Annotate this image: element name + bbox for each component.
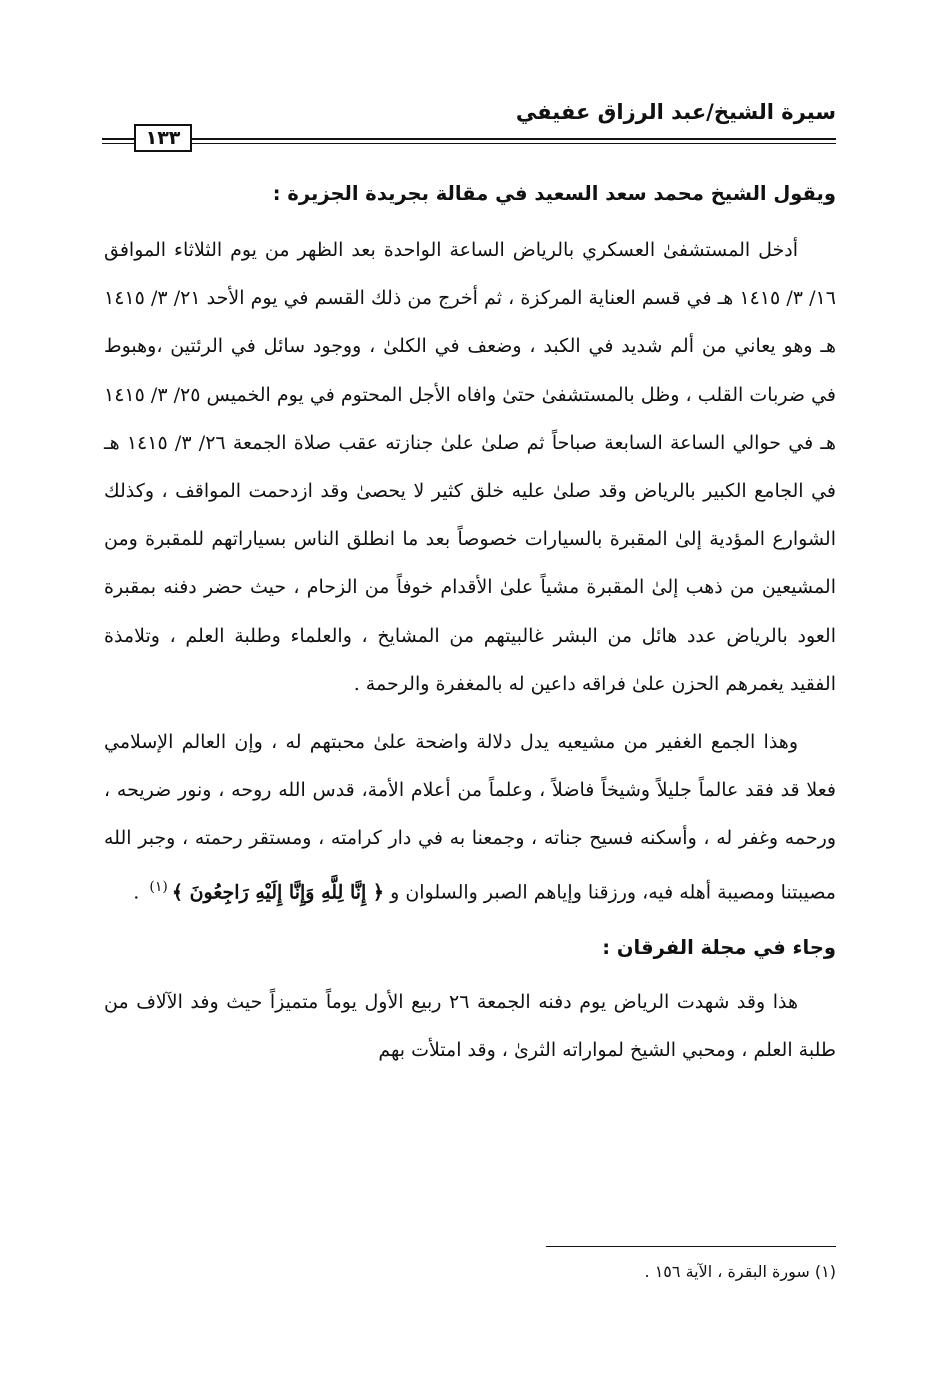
paragraph-end-mark: . — [133, 880, 140, 903]
page-body — [104, 168, 836, 1075]
running-header-title: سيرة الشيخ/عبد الرزاق عفيفي — [515, 100, 836, 124]
section-heading-furqan: وجاء في مجلة الفرقان : — [602, 936, 836, 960]
footnote-separator — [546, 1246, 836, 1247]
paragraph-hospital-account: أدخل المستشفىٰ العسكري بالرياض الساعة الواحدة بعد الظهر من يوم الثلاثاء الموافق ١٦/ ٣/ ١٤١٥ هـ في قسم العناية المركزة ، ثم أخرج من ذلك القسم في يوم الأحد ٢١/ ٣/ ١٤١٥ هـ وهو يعاني من ألم شديد في الكبد ، وضعف في الكلىٰ ، ووجود سائل في الرئتين ،وهبوط في ضربات القلب ، وظل بالمستشفىٰ حتىٰ وافاه الأجل المحتوم في يوم الخميس ٢٥/ ٣/ ١٤١٥ هـ في حوالي الساعة السابعة صباحاً ثم صلىٰ علىٰ جنازته عقب صلاة الجمعة ٢٦/ ٣/ ١٤١٥ هـ في الجامع الكبير بالرياض وقد صلىٰ عليه خلق كثير لا يحصىٰ وقد ازدحمت المواقف ، وكذلك الشوارع المؤدية إلىٰ المقبرة بالسيارات خصوصاً بعد ما انطلق الناس بسياراتهم للمقبرة ومن المشيعين من ذهب إلىٰ المقبرة مشياً علىٰ الأقدام خوفاً من الزحام ، حيث حضر دفنه بمقبرة العود بالرياض عدد هائل من البشر غالبيتهم من المشايخ ، والعلماء وطلبة العلم ، وتلامذة الفقيد يغمرهم الحزن علىٰ فراقه داعين له بالمغفرة والرحمة . — [104, 239, 836, 695]
footnote: (١) سورة البقرة ، الآية ١٥٦ . — [644, 1262, 836, 1281]
paragraph-condolence-text: وهذا الجمع الغفير من مشيعيه يدل دلالة واضحة علىٰ محبتهم له ، وإن العالم الإسلامي فعلا قد فقد عالماً جليلاً وشيخاً فاضلاً ، وعلماً من أعلام الأمة، قدس الله روحه ، ونور ضريحه ، ورحمه وغفر له ، وأسكنه فسيح جناته ، وجمعنا به في دار كرامته ، ومستقر رحمته ، وجبر الله مصيبتنا ومصيبة أهله فيه، ورزقنا وإياهم الصبر والسلوان و — [104, 731, 836, 903]
section-heading-jazirah: ويقول الشيخ محمد سعد السعيد في مقالة بجريدة الجزيرة : — [272, 182, 836, 205]
paragraph-furqan: هذا وقد شهدت الرياض يوم دفنه الجمعة ٢٦ ربيع الأول يوماً متميزاً حيث وفد الآلاف من طلبة العلم ، ومحبي الشيخ لمواراته الثرىٰ ، وقد امتلأت بهم — [104, 991, 836, 1062]
paragraph-condolence — [104, 718, 836, 916]
header-rule-thick — [102, 138, 836, 140]
quran-verse: ﴿ إِنَّا لِلَّهِ وَإِنَّا إِلَيْهِ رَاجِعُونَ ﴾ — [171, 880, 385, 903]
page-number: ١٣٣ — [134, 124, 192, 152]
header-rule-thin — [102, 143, 836, 144]
footnote-reference: (١) — [149, 878, 168, 895]
